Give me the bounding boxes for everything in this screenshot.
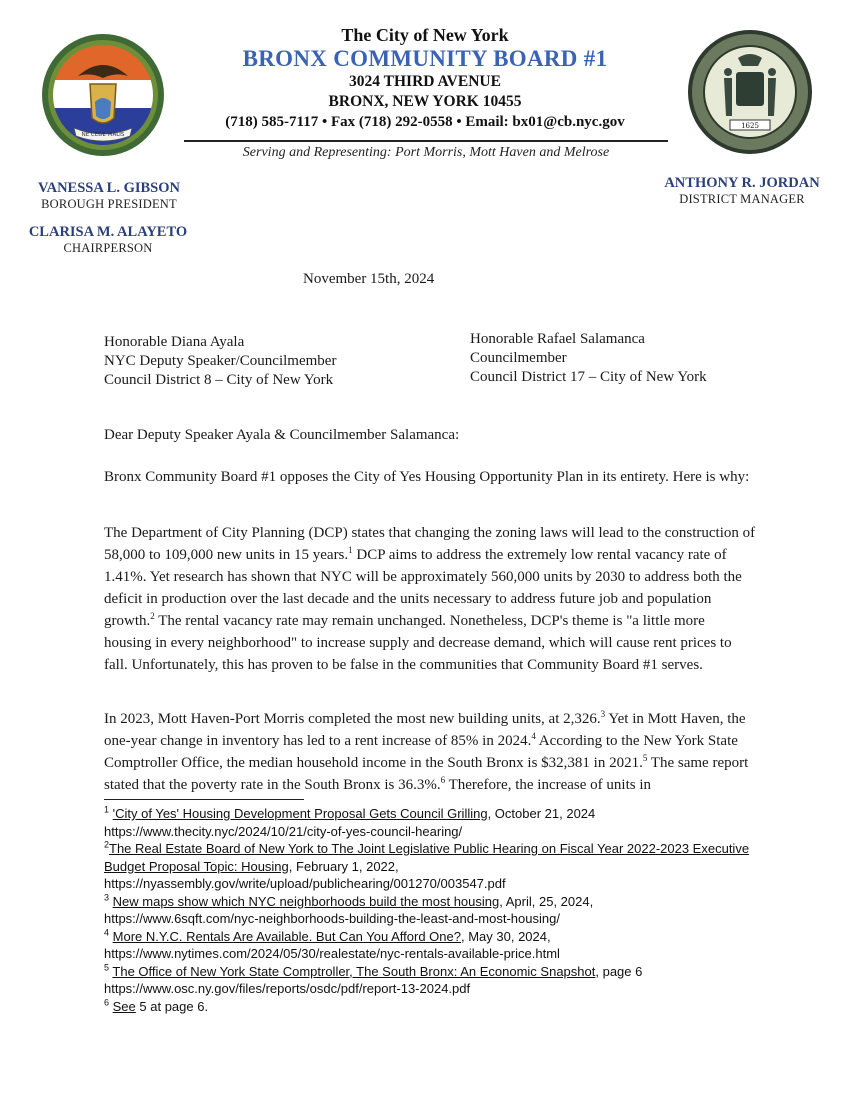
footnote-ref-2: 2 [150,611,155,621]
footnotes [104,805,764,1015]
city-name: The City of New York [341,25,509,45]
paragraph-1: Bronx Community Board #1 opposes the City of Yes Housing Opportunity Plan in its entirety. Here is why: [104,469,750,485]
paragraph-2: The Department of City Planning (DCP) states that changing the zoning laws will lead to the construction of 58,000 to 109,000 new units in 15 years.$^1$ DCP aims to address the extremely low rental vacancy rate of 1.41%. Yet research has shown that NYC will be approximately 560,000 units by 2030 to address both the deficit in production over the last decade and the units necessary to address future job and population growth.$^2$ The rental vacancy rate may remain unchanged. Nonetheless, DCP's theme is "a little more housing in every neighborhood" to increase supply and decrease demand, which will cause rent prices to fall. Unfortunately, this has proven to be false in the communities that Community Board #1 serves. [104,525,756,673]
footnote-5-link[interactable]: The Office of New York State Comptroller, The South Bronx: An Economic Snapshot [112,963,596,979]
bronx-borough-seal [40,32,166,158]
footnote-separator [104,799,304,800]
footnote-5-url[interactable]: https://www.osc.ny.gov/files/reports/osdc/pdf/report-13-2024.pdf [104,981,471,996]
chairperson-title: CHAIRPERSON [63,241,153,255]
footnote-1: $^1$ 'City of Yes' Housing Development Proposal Gets Council Grilling, October 21, 2024 https://www.thecity.nyc/2024/10/21/city-of-yes-council-hearing/ [104,805,764,840]
footnote-2-link[interactable]: The Real Estate Board of New York to The Joint Legislative Public Hearing on Fiscal Year 2022-2023 Executive Budget Proposal Topic: Housing [104,841,750,874]
footnote-4-link[interactable]: More N.Y.C. Rentals Are Available. But Can You Afford One? [112,928,461,944]
contact-line: (718) 585-7117 • Fax (718) 292-0558 • Email: bx01@cb.nyc.gov [225,114,625,130]
recipient-title: Councilmember [470,350,567,366]
tagline: Serving and Representing: Port Morris, Mott Haven and Melrose [242,145,610,160]
district-manager-block [652,175,832,207]
footnote-ref-3: 3 [600,709,606,719]
footnote-1-link[interactable]: 'City of Yes' Housing Development Proposal Gets Council Grilling [112,806,488,821]
paragraph-3: In 2023, Mott Haven-Port Morris completed the most new building units, at 2,326.$^3$ Yet in Mott Haven, the one-year change in inventory has led to a rent increase of 85% in 2024.$^4$ According to the New York State Comptroller Office, the median household income in the South Bronx is $32,381 in 2021.$^5$ The same report stated that the poverty rate in the South Bronx is 36.3%.$^6$ Therefore, the increase of units in [104,709,749,793]
letterhead [170,24,680,132]
chairperson-block [18,224,198,256]
district-manager-title: DISTRICT MANAGER [679,192,805,206]
borough-president-block [28,180,190,212]
borough-president-title: BOROUGH PRESIDENT [41,197,177,211]
footnote-5: $^5$ The Office of New York State Comptroller, The South Bronx: An Economic Snapshot, page 6 https://www.osc.ny.gov/files/reports/osdc/pdf/report-13-2024.pdf [104,963,764,998]
footnote-1-url[interactable]: https://www.thecity.nyc/2024/10/21/city-of-yes-council-hearing/ [104,823,463,839]
footnote-4-url[interactable]: https://www.nytimes.com/2024/05/30/realestate/nyc-rentals-available-price.html [104,946,560,961]
address-line-1: 3024 THIRD AVENUE [349,73,501,90]
footnote-ref-4: 4 [531,731,536,741]
letterhead-rule [184,140,668,142]
footnote-3-url[interactable]: https://www.6sqft.com/nyc-neighborhoods-building-the-least-and-most-housing/ [104,911,560,926]
recipient-salamanca [470,330,707,387]
borough-president-name: VANESSA L. GIBSON [38,180,180,196]
footnote-3-link[interactable]: New maps show which NYC neighborhoods build the most housing [112,893,500,909]
footnote-2-url[interactable]: https://nyassembly.gov/write/upload/publichearing/001270/003547.pdf [104,876,506,891]
footnote-6: $^6$ See 5 at page 6. [104,997,209,1014]
seal-motto: NE CEDE MALIS [81,132,125,138]
board-name: BRONX COMMUNITY BOARD #1 [242,46,608,71]
salutation: Dear Deputy Speaker Ayala & Councilmember Salamanca: [104,427,460,443]
footnote-ref-5: 5 [642,753,648,763]
footnote-ref-6: 6 [440,775,446,785]
recipient-name: Honorable Diana Ayala [104,334,245,350]
recipient-title: NYC Deputy Speaker/Councilmember [104,353,337,369]
district-manager-name: ANTHONY R. JORDAN [664,175,820,191]
footnote-3: $^3$ New maps show which NYC neighborhoods build the most housing, April, 25, 2024, https://www.6sqft.com/nyc-neighborhoods-building-the-least-and-most-housing/ [104,893,764,928]
chairperson-name: CLARISA M. ALAYETO [28,224,188,240]
recipient-ayala [104,333,336,390]
recipient-district: Council District 17 – City of New York [470,369,707,385]
nyc-city-seal [686,28,814,156]
address-line-2: BRONX, NEW YORK 10455 [328,93,522,110]
footnote-4: $^4$ More N.Y.C. Rentals Are Available. But Can You Afford One?, May 30, 2024, https://www.nytimes.com/2024/05/30/realestate/nyc-rentals-available-price.html [104,928,764,963]
letter-date: November 15th, 2024 [303,271,435,287]
footnote-6-link[interactable]: See [112,998,136,1014]
recipient-name: Honorable Rafael Salamanca [470,331,645,347]
footnote-ref-1: 1 [348,545,353,555]
recipient-district: Council District 8 – City of New York [104,372,334,388]
footnote-2: $^2$The Real Estate Board of New York to The Joint Legislative Public Hearing on Fiscal Year 2022-2023 Executive Budget Proposal Topic: Housing, February 1, 2022, https://nyassembly.gov/write/upload/publichearing/001270/003547.pdf [104,840,764,893]
seal-year: 1625 [741,122,759,130]
